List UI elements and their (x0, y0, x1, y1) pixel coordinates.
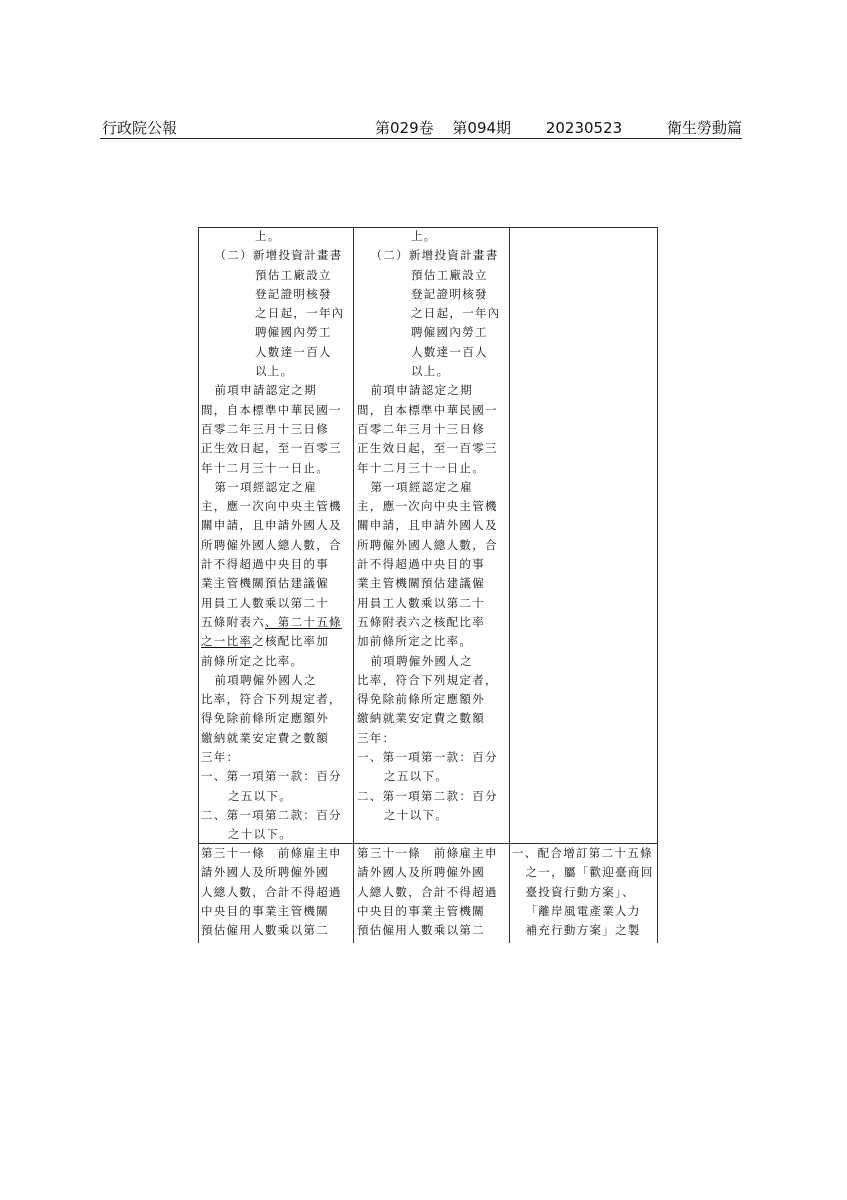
text-line: 聘僱國內勞工 (411, 325, 488, 340)
text-line: 比率，符合下列規定者， (357, 672, 498, 687)
text-line: 第三十一條 前條雇主申 (357, 846, 498, 860)
text-line: 第三十一條 前條雇主申 (201, 846, 342, 860)
text-line: 之十以下。 (384, 807, 448, 822)
row2-amended-article-cell (201, 844, 351, 940)
text-line: 前項聘僱外國人之 (370, 653, 473, 668)
text-line: 「離岸風電產業人力 (525, 903, 641, 918)
text-line: 預估僱用人數乘以第二 (201, 923, 329, 938)
text-line: 二、第一項第二款：百分 (201, 807, 342, 822)
text-line: （二）新增投資計畫書 (370, 248, 499, 263)
volume-label: 第029卷 (375, 119, 434, 137)
text-line: 之日起，一年內 (411, 306, 501, 321)
row1-amended-article-cell (201, 227, 351, 845)
section-label: 衛生勞動篇 (666, 119, 742, 137)
text-line: 三年： (201, 750, 240, 765)
text-line: 聘僱國內勞工 (255, 325, 332, 340)
text-line: 用員工人數乘以第二十 (201, 595, 329, 610)
text-line: 前項申請認定之期 (214, 383, 317, 398)
text-line: 第一項經認定之雇 (214, 479, 317, 494)
comparison-table (198, 227, 658, 943)
text-line: 以上。 (411, 364, 450, 379)
table-border-right (657, 227, 658, 943)
text-line: 間，自本標準中華民國一 (201, 402, 342, 417)
text-line: 中央目的事業主管機關 (357, 903, 485, 918)
text-line: 主，應一次向中央主管機 (201, 499, 342, 514)
text-line: 登記證明核發 (255, 286, 332, 301)
date-label: 20230523 (545, 119, 623, 137)
text-line: 年十二月三十一日止。 (201, 460, 329, 475)
text-line: 登記證明核發 (411, 286, 488, 301)
text-line: 繳納就業安定費之數額 (201, 730, 329, 745)
text-line: 之日起，一年內 (255, 306, 345, 321)
text-line: 人總人數，合計不得超過 (357, 884, 498, 899)
table-divider-2 (509, 227, 510, 943)
text-line: 之五以下。 (384, 769, 448, 784)
row2-current-article-cell (357, 844, 507, 940)
text-line: 人數達一百人 (411, 344, 488, 359)
text-line: 前項聘僱外國人之 (214, 672, 317, 687)
table-border-left (198, 227, 199, 943)
text-line: 百零二年三月十三日修 (357, 421, 485, 436)
text-line: 關申請，且申請外國人及 (201, 518, 342, 533)
text-line: 之一，屬「歡迎臺商回 (525, 865, 654, 880)
text-line: 得免除前條所定應額外 (201, 711, 329, 726)
text-line: 預估僱用人數乘以第二 (357, 923, 485, 938)
row1-current-article-cell (357, 227, 507, 825)
text-line: 補充行動方案」之製 (525, 923, 641, 938)
text-line: 之十以下。 (228, 827, 292, 842)
text-line: 人數達一百人 (255, 344, 332, 359)
text-line: 繳納就業安定費之數額 (357, 711, 485, 726)
text-line: 請外國人及所聘僱外國 (357, 865, 485, 880)
text-line (201, 632, 351, 651)
text-line: 前項申請認定之期 (370, 383, 473, 398)
text-line: 比率，符合下列規定者， (201, 692, 342, 707)
text-line: 二、第一項第二款：百分 (357, 788, 498, 803)
text-line: 臺投資行動方案」、 (525, 884, 635, 899)
text-line: 五條附表六之核配比率 (357, 614, 485, 629)
text-line: 年十二月三十一日止。 (357, 460, 485, 475)
text-line: 關申請，且申請外國人及 (357, 518, 498, 533)
text-line: 上。 (255, 229, 281, 243)
text-line: 計不得超過中央目的事 (357, 557, 485, 572)
table-divider-1 (353, 227, 354, 943)
page-header (100, 118, 742, 139)
text-segment: 之核配比率加 (252, 634, 330, 649)
text-line: 百零二年三月十三日修 (201, 421, 329, 436)
text-line: 中央目的事業主管機關 (201, 903, 329, 918)
text-line: 正生效日起，至一百零三 (201, 441, 342, 456)
text-line: 得免除前條所定應額外 (357, 692, 485, 707)
text-segment: 五條附表六 (201, 614, 265, 629)
issue-label: 第094期 (452, 119, 512, 137)
text-line: 計不得超過中央目的事 (201, 557, 329, 572)
text-line: 上。 (411, 229, 437, 243)
text-line: 用員工人數乘以第二十 (357, 595, 485, 610)
text-line: 一、配合增訂第二十五條 (512, 846, 653, 860)
text-line: 預估工廠設立 (255, 267, 332, 282)
text-line: 所聘僱外國人總人數，合 (201, 537, 342, 552)
text-line: 所聘僱外國人總人數，合 (357, 537, 498, 552)
text-line: （二）新增投資計畫書 (214, 248, 343, 263)
text-line: 請外國人及所聘僱外國 (201, 865, 329, 880)
text-line: 預估工廠設立 (411, 267, 488, 282)
amended-text: 、第二十五條 (265, 614, 342, 629)
text-line: 正生效日起，至一百零三 (357, 441, 498, 456)
publication-title: 行政院公報 (102, 119, 178, 137)
text-line: 業主管機關預估建議僱 (201, 576, 329, 591)
text-line: 三年： (357, 730, 396, 745)
text-line: 一、第一項第一款：百分 (357, 750, 498, 765)
issue-info (361, 118, 742, 138)
text-line: 主，應一次向中央主管機 (357, 499, 498, 514)
text-line: 之五以下。 (228, 788, 292, 803)
text-line: 前條所定之比率。 (201, 653, 304, 668)
text-line: 人總人數，合計不得超過 (201, 884, 342, 899)
row2-explanation-cell (512, 844, 656, 940)
text-line: 業主管機關預估建議僱 (357, 576, 485, 591)
text-line: 加前條所定之比率。 (357, 634, 473, 649)
text-line (201, 613, 351, 632)
text-line: 以上。 (255, 364, 294, 379)
text-line: 第一項經認定之雇 (370, 479, 473, 494)
text-line: 間，自本標準中華民國一 (357, 402, 498, 417)
text-line: 一、第一項第一款：百分 (201, 769, 342, 784)
amended-text: 之一比率 (201, 634, 253, 649)
